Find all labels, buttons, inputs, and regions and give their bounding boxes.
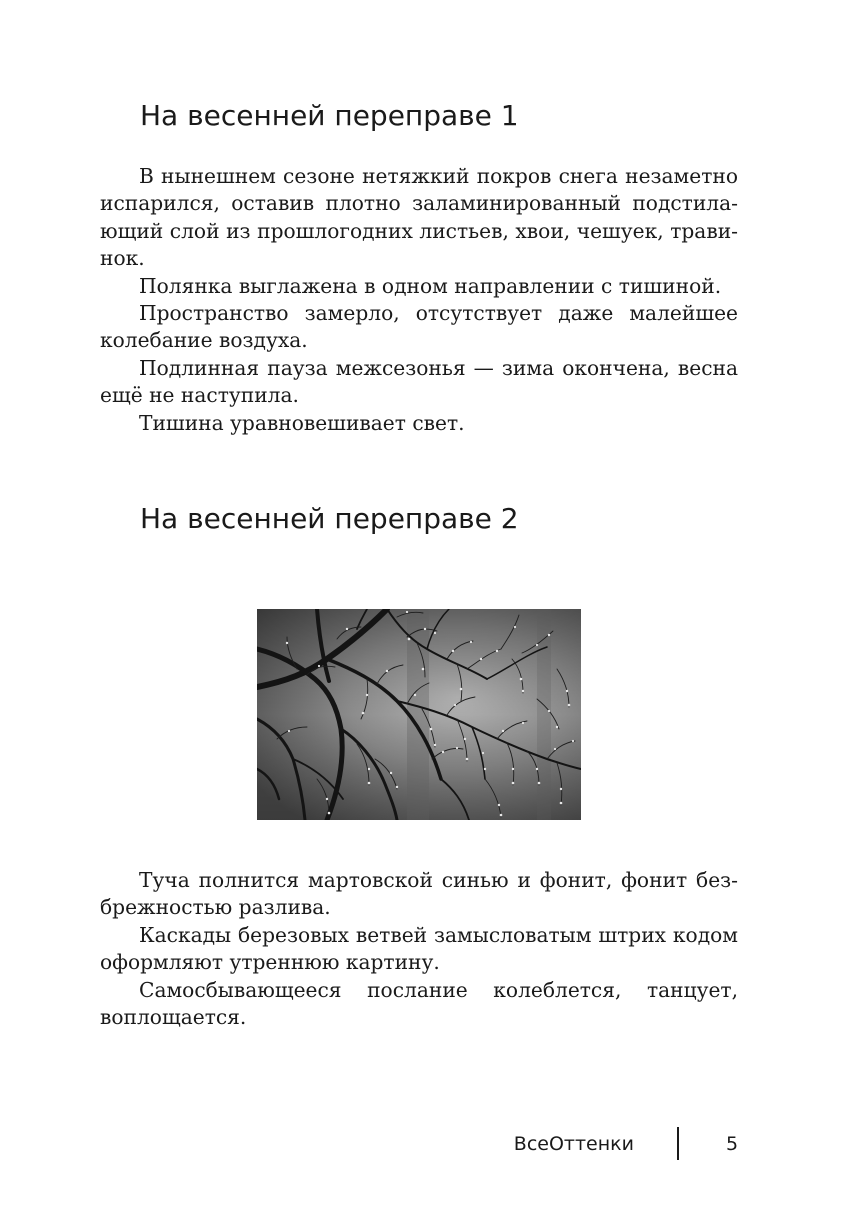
paragraph: Самосбывающееся послание колеблется, танцует, воплощается. <box>100 977 738 1030</box>
paragraph: В нынешнем сезоне нетяжкий покров снега незаметно испарился, оставив плотно заламинированный подстилающий слой из прошлогодних листьев, хвои, чешуек, травинок. <box>100 164 738 271</box>
section-2-title: На весенней переправе 2 <box>140 502 519 535</box>
section-2-body <box>100 867 738 1031</box>
paragraph: Пространство замерло, отсутствует даже малейшее колебание воздуха. <box>100 301 738 353</box>
page-number: 5 <box>726 1133 739 1155</box>
paragraph: Тишина уравновешивает свет. <box>139 410 465 435</box>
section-1-body <box>100 163 738 437</box>
birch-branches-photo <box>257 609 581 820</box>
running-footer-title: ВсеОттенки <box>513 1133 634 1155</box>
paragraph: Подлинная пауза межсезонья — зима окончена, весна ещё не наступила. <box>100 355 738 408</box>
footer-divider <box>677 1127 679 1160</box>
paragraph: Полянка выглажена в одном направлении с тишиной. <box>139 273 722 298</box>
paragraph: Туча полнится мартовской синью и фонит, фонит безбрежностью разлива. <box>100 868 738 920</box>
paragraph: Каскады березовых ветвей замысловатым штрих кодом оформляют утреннюю картину. <box>100 922 738 975</box>
section-1-title: На весенней переправе 1 <box>140 99 519 132</box>
